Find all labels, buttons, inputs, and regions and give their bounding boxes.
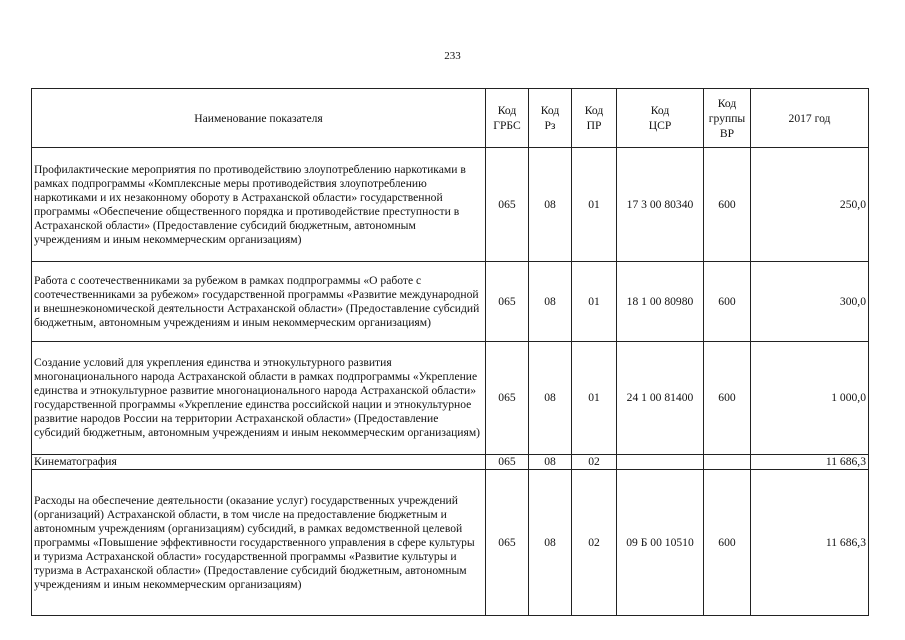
header-csr: Код ЦСР [617, 89, 704, 148]
row-rz: 08 [529, 342, 572, 455]
row-csr: 17 3 00 80340 [617, 148, 704, 262]
table-header-row [32, 89, 869, 148]
row-vr: 600 [704, 470, 751, 616]
row-amount: 1 000,0 [751, 342, 869, 455]
header-vr: Код группы ВР [704, 89, 751, 148]
table-row [32, 455, 869, 470]
row-vr: 600 [704, 262, 751, 342]
row-csr: 24 1 00 81400 [617, 342, 704, 455]
row-csr [617, 455, 704, 470]
row-csr: 09 Б 00 10510 [617, 470, 704, 616]
row-rz: 08 [529, 455, 572, 470]
row-pr: 01 [572, 262, 617, 342]
row-grbs: 065 [486, 470, 529, 616]
row-vr: 600 [704, 148, 751, 262]
table-row [32, 342, 869, 455]
row-amount: 11 686,3 [751, 470, 869, 616]
header-grbs: Код ГРБС [486, 89, 529, 148]
row-amount: 250,0 [751, 148, 869, 262]
row-vr: 600 [704, 342, 751, 455]
header-year: 2017 год [751, 89, 869, 148]
row-name: Кинематография [32, 455, 486, 470]
row-rz: 08 [529, 262, 572, 342]
row-grbs: 065 [486, 148, 529, 262]
row-pr: 02 [572, 470, 617, 616]
row-grbs: 065 [486, 262, 529, 342]
page-number: 233 [444, 50, 461, 62]
row-grbs: 065 [486, 455, 529, 470]
budget-table [31, 88, 869, 616]
row-pr: 01 [572, 342, 617, 455]
row-pr: 01 [572, 148, 617, 262]
table-row [32, 470, 869, 616]
row-grbs: 065 [486, 342, 529, 455]
row-csr: 18 1 00 80980 [617, 262, 704, 342]
row-pr: 02 [572, 455, 617, 470]
row-vr [704, 455, 751, 470]
row-rz: 08 [529, 148, 572, 262]
table-row [32, 262, 869, 342]
row-name: Расходы на обеспечение деятельности (оказание услуг) государственных учреждений (организаций) Астраханской области, в том числе на предоставление бюджетным и автономным учреждениям (организациям) субсидий, в рамках ведомственной целевой программы «Повышение эффективности государственного управления в сфере культуры и туризма Астраханской области» государственной программы «Развитие культуры и туризма в Астраханской области» (Предоставление субсидий бюджетным, автономным учреждениям и иным некоммерческим организациям) [32, 470, 486, 616]
row-amount: 11 686,3 [751, 455, 869, 470]
table-row [32, 148, 869, 262]
header-pr: Код ПР [572, 89, 617, 148]
row-amount: 300,0 [751, 262, 869, 342]
row-name: Создание условий для укрепления единства и этнокультурного развития многонационального народа Астраханской области в рамках подпрограммы «Укрепление единства и этнокультурное развитие многонационального народа Астраханской области» государственной программы «Укрепление единства российской нации и этнокультурное развитие народов России на территории Астраханской области» (Предоставление субсидий бюджетным, автономным учреждениям и иным некоммерческим организациям) [32, 342, 486, 455]
row-name: Профилактические мероприятия по противодействию злоупотреблению наркотиками в рамках подпрограммы «Комплексные меры противодействия злоупотреблению наркотиками и их незаконному обороту в Астраханской области» государственной программы «Обеспечение общественного порядка и противодействие преступности в Астраханской области» (Предоставление субсидий бюджетным, автономным учреждениям и иным некоммерческим организациям) [32, 148, 486, 262]
header-rz: Код Рз [529, 89, 572, 148]
row-rz: 08 [529, 470, 572, 616]
header-name: Наименование показателя [32, 89, 486, 148]
row-name: Работа с соотечественниками за рубежом в рамках подпрограммы «О работе с соотечественниками за рубежом» государственной программы «Развитие международной и внешнеэкономической деятельности Астраханской области» (Предоставление субсидий бюджетным, автономным учреждениям и иным некоммерческим организациям) [32, 262, 486, 342]
